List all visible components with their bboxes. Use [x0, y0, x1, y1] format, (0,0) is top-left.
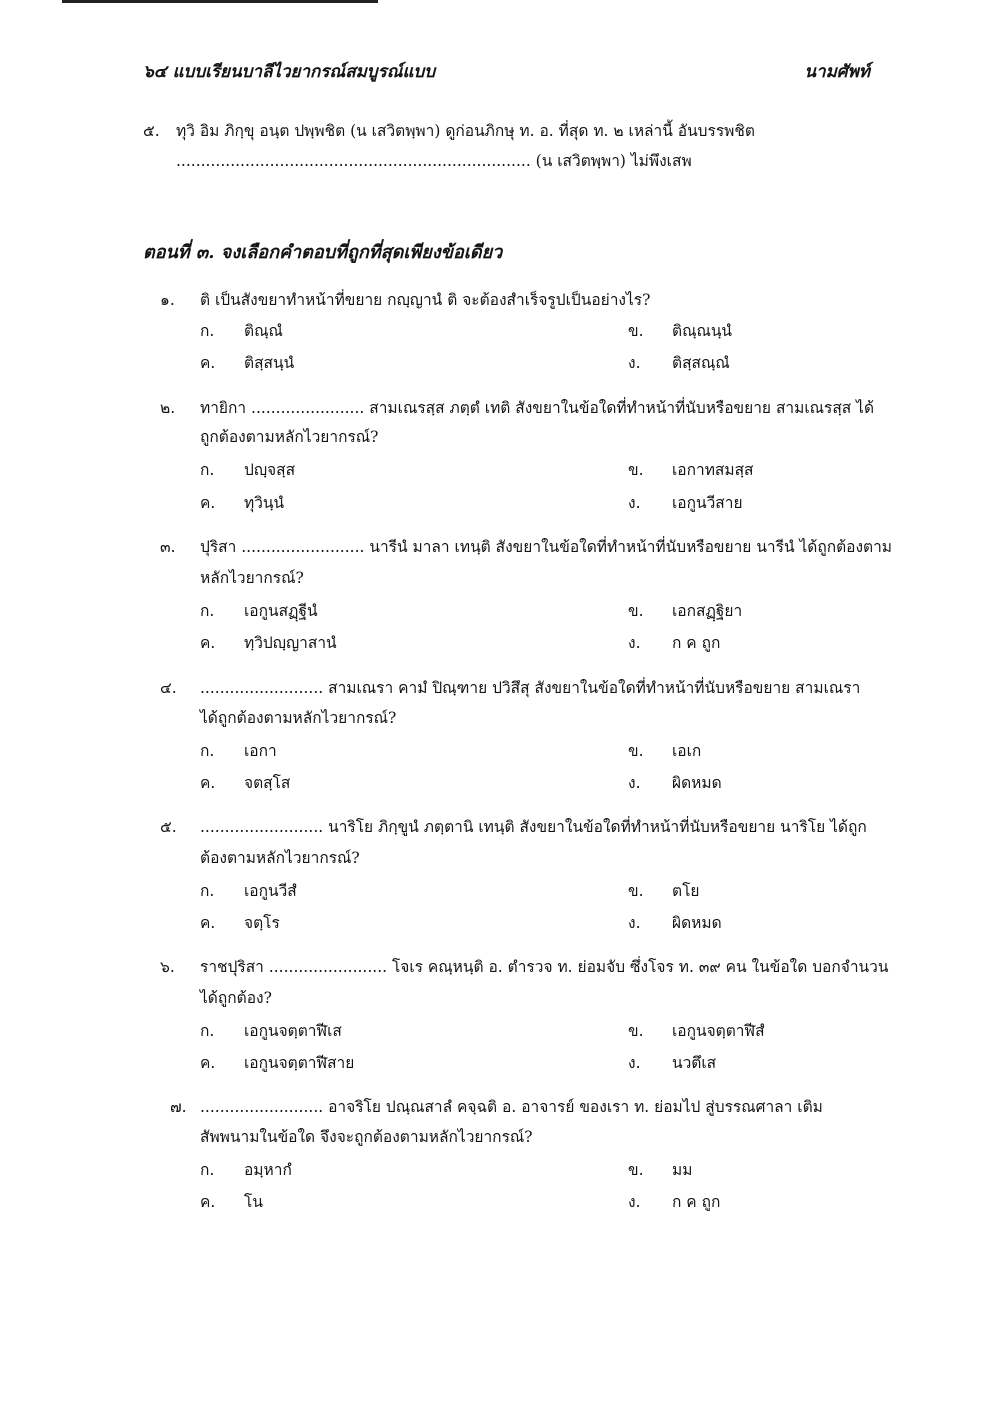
option-b[interactable] [628, 738, 701, 763]
option-c[interactable] [200, 910, 280, 935]
question-text-cont: ต้องตามหลักไวยากรณ์? [200, 849, 360, 867]
option-label: ง. [628, 1054, 641, 1072]
option-c[interactable] [200, 350, 294, 375]
option-label: ข. [628, 322, 644, 340]
option-b[interactable] [628, 318, 732, 343]
option-text: เอกูนวีสํ [244, 882, 297, 900]
option-text: จตฺโร [244, 914, 280, 932]
question-text-cont: ได้ถูกต้องตามหลักไวยากรณ์? [200, 709, 397, 727]
question-number: ๑. [160, 291, 175, 309]
option-text: เอเก [672, 742, 702, 760]
question-text: ติ เป็นสังขยาทำหน้าที่ขยาย กญฺญานํ ติ จะต้องสำเร็จรูปเป็นอย่างไร? [200, 291, 651, 309]
option-label: ง. [628, 774, 641, 792]
option-label: ค. [200, 494, 216, 512]
question-number: ๒. [160, 399, 176, 417]
carryover-number: ๕. [143, 122, 160, 140]
option-label: ง. [628, 354, 641, 372]
question-number: ๓. [160, 538, 176, 556]
option-c[interactable] [200, 1189, 263, 1214]
option-c[interactable] [200, 770, 290, 795]
question-number: ๕. [160, 818, 177, 836]
option-text: เอกสฏฺฐิยา [672, 602, 743, 620]
option-b[interactable] [628, 598, 742, 623]
option-text: อมฺหากํ [244, 1161, 292, 1179]
question-text-cont: ถูกต้องตามหลักไวยากรณ์? [200, 428, 379, 446]
option-a[interactable] [200, 598, 318, 623]
option-a[interactable] [200, 1157, 292, 1182]
option-text: นวตึเส [672, 1054, 717, 1072]
option-text: เอกูนจตฺตาฬีเส [244, 1022, 342, 1040]
option-label: ก. [200, 1022, 215, 1040]
option-c[interactable] [200, 630, 337, 655]
option-text: เอกา [244, 742, 277, 760]
option-a[interactable] [200, 738, 277, 763]
option-text: ผิดหมด [672, 914, 722, 932]
page-header-title: ๖๔ แบบเรียนบาลีไวยากรณ์สมบูรณ์แบบ [143, 62, 436, 82]
option-label: ค. [200, 354, 216, 372]
question-text-cont: ได้ถูกต้อง? [200, 989, 272, 1007]
option-text: ผิดหมด [672, 774, 722, 792]
option-a[interactable] [200, 878, 297, 903]
question-text: ......................... สามเณรา คามํ ปิณฺฑาย ปวิสึสุ สังขยาในข้อใดที่ทำหน้าที่นับหรือขยาย สามเณรา [200, 679, 861, 697]
option-text: ก ค ถูก [672, 1193, 721, 1211]
option-label: ก. [200, 882, 215, 900]
option-text: ทฺวิปญฺญาสานํ [244, 634, 337, 652]
option-label: ง. [628, 1193, 641, 1211]
option-text: เอกูนวีสาย [672, 494, 743, 512]
option-label: ก. [200, 1161, 215, 1179]
question-text: ราชปุริสา ........................ โจเร คณฺหนฺติ อ. ตำรวจ ท. ย่อมจับ ซึ่งโจร ท. ๓๙ คน ในข้อใด บอกจำนวน [200, 958, 889, 976]
question-text: ปุริสา ......................... นารีนํ มาลา เทนฺติ สังขยาในข้อใดที่ทำหน้าที่นับหรือขยาย นารีนํ ได้ถูกต้องตาม [200, 538, 893, 556]
option-c[interactable] [200, 1050, 354, 1075]
option-text: ติสฺสณฺณํ [672, 354, 730, 372]
option-label: ง. [628, 494, 641, 512]
option-text: ติณฺณํ [244, 322, 283, 340]
option-d[interactable] [628, 630, 720, 655]
option-label: ข. [628, 461, 644, 479]
option-label: ค. [200, 634, 216, 652]
section-title: ตอนที่ ๓. จงเลือกคำตอบที่ถูกที่สุดเพียงข้อเดียว [143, 242, 503, 263]
option-label: ก. [200, 461, 215, 479]
option-label: ก. [200, 742, 215, 760]
option-b[interactable] [628, 457, 754, 482]
option-text: ทุวินฺนํ [244, 494, 285, 512]
option-label: ก. [200, 602, 215, 620]
option-text: โน [244, 1193, 263, 1211]
option-text: เอกาทสมสฺส [672, 461, 754, 479]
option-label: ข. [628, 1161, 644, 1179]
option-b[interactable] [628, 1157, 692, 1182]
question-number: ๖. [160, 958, 175, 976]
question-text-cont: หลักไวยากรณ์? [200, 569, 304, 587]
question-text-cont: สัพพนามในข้อใด จึงจะถูกต้องตามหลักไวยากรณ์? [200, 1128, 533, 1146]
question-number: ๗. [170, 1098, 187, 1116]
option-label: ค. [200, 914, 216, 932]
option-label: ง. [628, 634, 641, 652]
option-text: ติณฺณนฺนํ [672, 322, 733, 340]
option-a[interactable] [200, 1018, 342, 1043]
option-label: ค. [200, 774, 216, 792]
option-c[interactable] [200, 490, 284, 515]
option-a[interactable] [200, 457, 295, 482]
option-text: มม [672, 1161, 693, 1179]
option-label: ก. [200, 322, 215, 340]
option-label: ข. [628, 602, 644, 620]
page-header-section: นามศัพท์ [804, 62, 870, 82]
option-label: ง. [628, 914, 641, 932]
option-text: เอกูนจตฺตาฬีสาย [244, 1054, 355, 1072]
option-a[interactable] [200, 318, 283, 343]
option-d[interactable] [628, 770, 722, 795]
option-text: จตสฺโส [244, 774, 291, 792]
option-text: ปญฺจสฺส [244, 461, 296, 479]
option-b[interactable] [628, 1018, 765, 1043]
option-label: ค. [200, 1054, 216, 1072]
option-text: ตโย [672, 882, 700, 900]
option-d[interactable] [628, 910, 722, 935]
carryover-line-1: ทุวิ อิม ภิกฺขุ อนฺต ปพฺพชิต (น เสวิตพฺพา) ดูก่อนภิกษุ ท. อ. ที่สุด ท. ๒ เหล่านี้ อันบรรพชิต [176, 122, 755, 140]
option-d[interactable] [628, 350, 730, 375]
option-label: ค. [200, 1193, 216, 1211]
question-text: ......................... นาริโย ภิกฺขูนํ ภตฺตานิ เทนฺติ สังขยาในข้อใดที่ทำหน้าที่นับหรือขยาย นาริโย ได้ถูก [200, 818, 867, 836]
question-text: ......................... อาจริโย ปณฺณสาลํ คจฺฉติ อ. อาจารย์ ของเรา ท. ย่อมไป สู่บรรณศาลา เติม [200, 1098, 823, 1116]
option-d[interactable] [628, 1189, 720, 1214]
option-b[interactable] [628, 878, 699, 903]
option-d[interactable] [628, 490, 743, 515]
question-number: ๔. [160, 679, 177, 697]
option-text: ก ค ถูก [672, 634, 721, 652]
option-label: ข. [628, 882, 644, 900]
question-text: ทายิกา ....................... สามเณรสฺส ภตฺตํ เทติ สังขยาในข้อใดที่ทำหน้าที่นับหรือขยาย สามเณรสฺส ได้ [200, 399, 875, 417]
carryover-line-2: ........................................................................ (น เสวิตพฺพา) ไม่พึงเสพ [176, 152, 692, 170]
option-text: เอกูนจตฺตาฬีสํ [672, 1022, 765, 1040]
option-label: ข. [628, 742, 644, 760]
option-text: เอกูนสฏฺฐีนํ [244, 602, 318, 620]
option-text: ติสฺสนฺนํ [244, 354, 295, 372]
top-rule [62, 0, 378, 3]
option-d[interactable] [628, 1050, 716, 1075]
option-label: ข. [628, 1022, 644, 1040]
